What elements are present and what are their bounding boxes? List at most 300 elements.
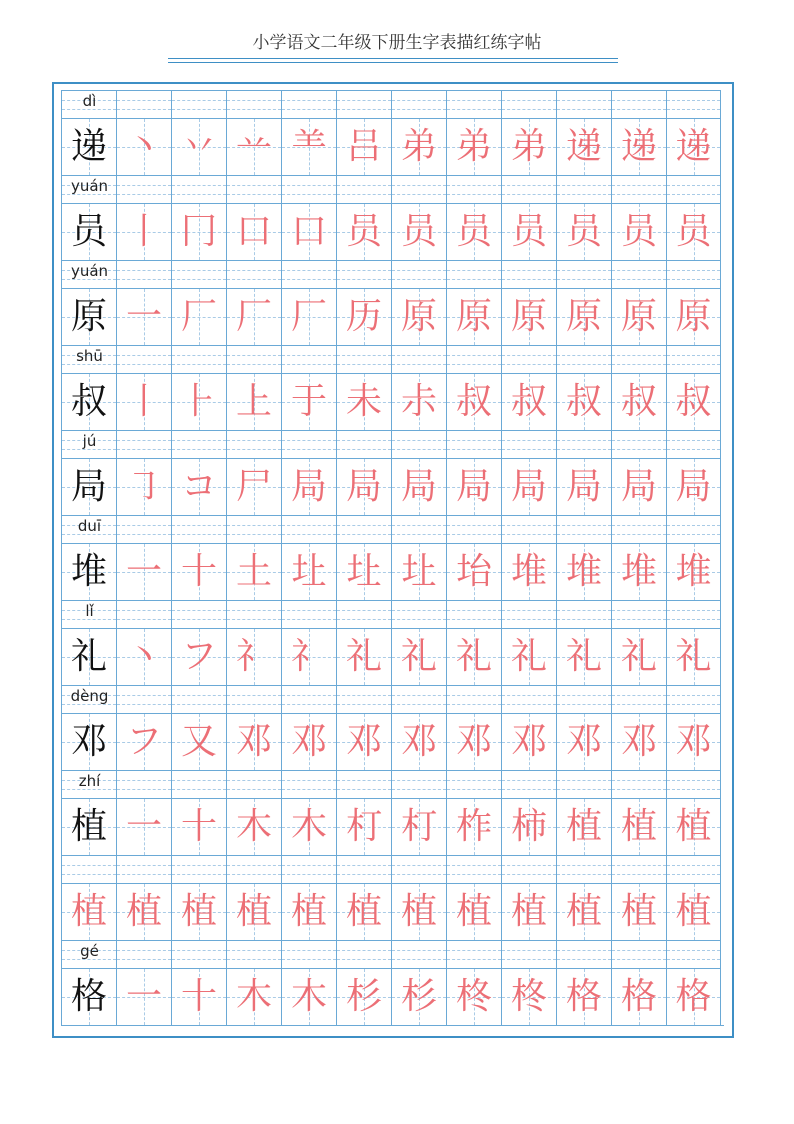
stroke-order-step: フ bbox=[125, 721, 162, 762]
pinyin-cell bbox=[171, 770, 226, 798]
tian-grid-cell bbox=[556, 628, 611, 685]
stroke-order-step: 员 bbox=[675, 211, 712, 252]
pinyin-cell bbox=[666, 515, 721, 543]
stroke-order-step: 弟 bbox=[510, 126, 547, 167]
tian-grid-cell bbox=[336, 118, 391, 175]
stroke-order-step: 柊 bbox=[455, 976, 492, 1017]
pinyin-cell bbox=[501, 855, 556, 883]
pinyin-cell bbox=[501, 515, 556, 543]
pinyin-cell bbox=[501, 90, 556, 118]
tian-grid-cell bbox=[446, 288, 501, 345]
tian-grid-cell bbox=[556, 883, 611, 940]
stroke-order-step: 叔 bbox=[455, 381, 492, 422]
pinyin-cell bbox=[61, 175, 116, 203]
stroke-order-step: 尗 bbox=[400, 381, 437, 422]
stroke-order-step: 丷 bbox=[180, 126, 217, 167]
tian-grid-cell bbox=[556, 968, 611, 1025]
tian-grid-cell bbox=[611, 798, 666, 855]
pinyin-cell bbox=[61, 260, 116, 288]
pinyin-cell bbox=[446, 90, 501, 118]
pinyin-cell bbox=[171, 515, 226, 543]
stroke-order-step: 柞 bbox=[455, 806, 492, 847]
pinyin-cell bbox=[226, 515, 281, 543]
pinyin-label: dèng bbox=[70, 687, 109, 705]
pinyin-cell bbox=[336, 430, 391, 458]
pinyin-cell bbox=[391, 600, 446, 628]
pinyin-label: zhí bbox=[78, 772, 101, 790]
stroke-order-step: ⺊ bbox=[180, 381, 217, 422]
stroke-order-step: 员 bbox=[455, 211, 492, 252]
tian-grid-cell bbox=[556, 713, 611, 770]
tian-grid-cell bbox=[116, 883, 171, 940]
stroke-order-step: 礼 bbox=[400, 636, 437, 677]
stroke-order-step: 叔 bbox=[620, 381, 657, 422]
pinyin-cell bbox=[116, 90, 171, 118]
tian-grid-cell bbox=[116, 968, 171, 1025]
stroke-order-step: 员 bbox=[510, 211, 547, 252]
model-character: 原 bbox=[70, 296, 107, 337]
pinyin-cell bbox=[336, 175, 391, 203]
tian-grid-cell bbox=[501, 543, 556, 600]
pinyin-cell bbox=[281, 90, 336, 118]
tian-grid-cell bbox=[226, 968, 281, 1025]
pinyin-cell bbox=[171, 90, 226, 118]
stroke-order-step: 局 bbox=[400, 466, 437, 507]
stroke-order-step: 原 bbox=[620, 296, 657, 337]
pinyin-row bbox=[61, 175, 724, 203]
stroke-order-step: ㇆ bbox=[125, 466, 162, 507]
tian-grid-cell bbox=[281, 458, 336, 515]
trace-character: 植 bbox=[510, 891, 547, 932]
stroke-order-step: 原 bbox=[400, 296, 437, 337]
pinyin-cell bbox=[171, 430, 226, 458]
pinyin-cell bbox=[391, 515, 446, 543]
stroke-order-step: 礼 bbox=[565, 636, 602, 677]
tian-grid-cell bbox=[61, 373, 116, 430]
pinyin-cell bbox=[556, 90, 611, 118]
character-row bbox=[61, 288, 724, 345]
tian-grid-cell bbox=[61, 968, 116, 1025]
pinyin-cell bbox=[281, 175, 336, 203]
tian-grid-cell bbox=[226, 883, 281, 940]
trace-character: 植 bbox=[345, 891, 382, 932]
stroke-order-step: 十 bbox=[180, 976, 217, 1017]
trace-character: 植 bbox=[620, 891, 657, 932]
stroke-order-step: 厂 bbox=[290, 296, 327, 337]
pinyin-cell bbox=[501, 175, 556, 203]
tian-grid-cell bbox=[116, 628, 171, 685]
pinyin-cell bbox=[281, 685, 336, 713]
pinyin-cell bbox=[446, 770, 501, 798]
tian-grid-cell bbox=[446, 203, 501, 260]
pinyin-cell bbox=[611, 515, 666, 543]
tian-grid-cell bbox=[666, 288, 721, 345]
pinyin-cell bbox=[116, 685, 171, 713]
tian-grid-cell bbox=[281, 203, 336, 260]
stroke-order-step: 上 bbox=[235, 381, 272, 422]
tian-grid-cell bbox=[116, 288, 171, 345]
stroke-order-step: 䒑 bbox=[235, 126, 272, 167]
tian-grid-cell bbox=[611, 713, 666, 770]
stroke-order-step: 朾 bbox=[345, 806, 382, 847]
stroke-order-step: 十 bbox=[180, 551, 217, 592]
tian-grid-cell bbox=[171, 628, 226, 685]
tian-grid-cell bbox=[611, 968, 666, 1025]
stroke-order-step: 圵 bbox=[400, 551, 437, 592]
pinyin-cell bbox=[556, 515, 611, 543]
pinyin-cell bbox=[501, 600, 556, 628]
stroke-order-step: 礻 bbox=[235, 636, 272, 677]
pinyin-cell bbox=[391, 430, 446, 458]
stroke-order-step: 丨 bbox=[125, 211, 162, 252]
stroke-order-step: 冂 bbox=[180, 211, 217, 252]
title-underline-top bbox=[168, 58, 618, 59]
tian-grid-cell bbox=[281, 968, 336, 1025]
pinyin-cell bbox=[501, 260, 556, 288]
pinyin-cell bbox=[116, 770, 171, 798]
stroke-order-step: 堆 bbox=[510, 551, 547, 592]
pinyin-label: gé bbox=[80, 942, 99, 960]
pinyin-cell bbox=[116, 855, 171, 883]
tian-grid-cell bbox=[391, 628, 446, 685]
tian-grid-cell bbox=[446, 968, 501, 1025]
pinyin-cell bbox=[281, 855, 336, 883]
tian-grid-cell bbox=[556, 288, 611, 345]
tian-grid-cell bbox=[611, 288, 666, 345]
stroke-order-step: 邓 bbox=[290, 721, 327, 762]
tian-grid-cell bbox=[666, 883, 721, 940]
tian-grid-cell bbox=[281, 118, 336, 175]
trace-character: 植 bbox=[125, 891, 162, 932]
stroke-order-step: 土 bbox=[235, 551, 272, 592]
pinyin-cell bbox=[61, 770, 116, 798]
tian-grid-cell bbox=[226, 288, 281, 345]
pinyin-cell bbox=[61, 855, 116, 883]
tian-grid-cell bbox=[391, 968, 446, 1025]
tian-grid-cell bbox=[61, 798, 116, 855]
pinyin-cell bbox=[666, 855, 721, 883]
pinyin-cell bbox=[666, 770, 721, 798]
stroke-order-step: 邓 bbox=[235, 721, 272, 762]
pinyin-cell bbox=[666, 345, 721, 373]
tian-grid-cell bbox=[556, 373, 611, 430]
tian-grid-cell bbox=[171, 543, 226, 600]
model-character: 邓 bbox=[70, 721, 107, 762]
stroke-order-step: 丶 bbox=[125, 126, 162, 167]
tian-grid-cell bbox=[556, 118, 611, 175]
trace-character: 植 bbox=[70, 891, 107, 932]
stroke-order-step: 厂 bbox=[235, 296, 272, 337]
pinyin-cell bbox=[61, 90, 116, 118]
trace-character: 植 bbox=[565, 891, 602, 932]
stroke-order-step: 递 bbox=[565, 126, 602, 167]
stroke-order-step: 局 bbox=[565, 466, 602, 507]
pinyin-cell bbox=[611, 600, 666, 628]
stroke-order-step: 叔 bbox=[675, 381, 712, 422]
tian-grid-cell bbox=[281, 798, 336, 855]
pinyin-cell bbox=[116, 260, 171, 288]
character-row bbox=[61, 798, 724, 855]
tian-grid-cell bbox=[171, 968, 226, 1025]
stroke-order-step: 格 bbox=[565, 976, 602, 1017]
tian-grid-cell bbox=[666, 373, 721, 430]
pinyin-cell bbox=[446, 940, 501, 968]
stroke-order-step: 圵 bbox=[290, 551, 327, 592]
pinyin-cell bbox=[171, 175, 226, 203]
tian-grid-cell bbox=[116, 118, 171, 175]
pinyin-cell bbox=[391, 260, 446, 288]
pinyin-cell bbox=[226, 430, 281, 458]
stroke-order-step: 柊 bbox=[510, 976, 547, 1017]
pinyin-row bbox=[61, 430, 724, 458]
pinyin-cell bbox=[336, 685, 391, 713]
stroke-order-step: 员 bbox=[620, 211, 657, 252]
tian-grid-cell bbox=[61, 713, 116, 770]
pinyin-cell bbox=[116, 430, 171, 458]
pinyin-cell bbox=[226, 940, 281, 968]
pinyin-cell bbox=[446, 430, 501, 458]
tian-grid-cell bbox=[391, 458, 446, 515]
stroke-order-step: 植 bbox=[675, 806, 712, 847]
tian-grid-cell bbox=[281, 543, 336, 600]
tian-grid-cell bbox=[281, 288, 336, 345]
stroke-order-step: 弟 bbox=[455, 126, 492, 167]
pinyin-row bbox=[61, 260, 724, 288]
pinyin-cell bbox=[116, 175, 171, 203]
pinyin-row bbox=[61, 345, 724, 373]
tian-grid-cell bbox=[501, 798, 556, 855]
tian-grid-cell bbox=[226, 203, 281, 260]
stroke-order-step: 原 bbox=[510, 296, 547, 337]
tian-grid-cell bbox=[171, 713, 226, 770]
pinyin-cell bbox=[336, 260, 391, 288]
tian-grid-cell bbox=[171, 798, 226, 855]
stroke-order-step: 杉 bbox=[345, 976, 382, 1017]
stroke-order-step: 员 bbox=[565, 211, 602, 252]
pinyin-cell bbox=[336, 940, 391, 968]
stroke-order-step: 木 bbox=[290, 976, 327, 1017]
pinyin-cell bbox=[226, 855, 281, 883]
stroke-order-step: 木 bbox=[235, 976, 272, 1017]
tian-grid-cell bbox=[336, 458, 391, 515]
pinyin-cell bbox=[501, 345, 556, 373]
tian-grid-cell bbox=[171, 288, 226, 345]
pinyin-cell bbox=[391, 685, 446, 713]
tian-grid-cell bbox=[336, 628, 391, 685]
stroke-order-step: 邓 bbox=[510, 721, 547, 762]
tian-grid-cell bbox=[556, 458, 611, 515]
stroke-order-step: 尸 bbox=[235, 466, 272, 507]
pinyin-label: duī bbox=[77, 517, 102, 535]
pinyin-cell bbox=[446, 345, 501, 373]
stroke-order-step: 吕 bbox=[345, 126, 382, 167]
pinyin-cell bbox=[336, 600, 391, 628]
pinyin-cell bbox=[391, 940, 446, 968]
pinyin-cell bbox=[611, 685, 666, 713]
tian-grid-cell bbox=[226, 118, 281, 175]
pinyin-cell bbox=[501, 770, 556, 798]
tian-grid-cell bbox=[501, 628, 556, 685]
pinyin-cell bbox=[611, 260, 666, 288]
stroke-order-step: フ bbox=[180, 636, 217, 677]
tian-grid-cell bbox=[446, 543, 501, 600]
stroke-order-step: 局 bbox=[510, 466, 547, 507]
character-row bbox=[61, 458, 724, 515]
tian-grid-cell bbox=[171, 458, 226, 515]
pinyin-cell bbox=[556, 855, 611, 883]
pinyin-cell bbox=[501, 430, 556, 458]
tian-grid-cell bbox=[611, 543, 666, 600]
pinyin-cell bbox=[501, 940, 556, 968]
stroke-order-step: 原 bbox=[455, 296, 492, 337]
pinyin-cell bbox=[281, 515, 336, 543]
pinyin-cell bbox=[171, 600, 226, 628]
stroke-order-step: 一 bbox=[125, 551, 162, 592]
tian-grid-cell bbox=[336, 883, 391, 940]
tian-grid-cell bbox=[391, 118, 446, 175]
pinyin-cell bbox=[556, 770, 611, 798]
tian-grid-cell bbox=[61, 543, 116, 600]
pinyin-cell bbox=[116, 600, 171, 628]
tian-grid-cell bbox=[666, 713, 721, 770]
pinyin-cell bbox=[336, 345, 391, 373]
stroke-order-step: 递 bbox=[620, 126, 657, 167]
tian-grid-cell bbox=[391, 798, 446, 855]
stroke-order-step: 堆 bbox=[565, 551, 602, 592]
stroke-order-step: 邓 bbox=[675, 721, 712, 762]
pinyin-cell bbox=[556, 175, 611, 203]
stroke-order-step: 历 bbox=[345, 296, 382, 337]
pinyin-cell bbox=[446, 515, 501, 543]
pinyin-cell bbox=[556, 430, 611, 458]
pinyin-cell bbox=[446, 685, 501, 713]
character-row bbox=[61, 883, 724, 940]
stroke-order-step: 叔 bbox=[510, 381, 547, 422]
stroke-order-step: ⺷ bbox=[290, 126, 327, 167]
pinyin-label: shū bbox=[76, 347, 103, 365]
tian-grid-cell bbox=[501, 373, 556, 430]
pinyin-row bbox=[61, 600, 724, 628]
trace-character: 植 bbox=[675, 891, 712, 932]
stroke-order-step: 员 bbox=[400, 211, 437, 252]
pinyin-cell bbox=[61, 345, 116, 373]
stroke-order-step: 木 bbox=[290, 806, 327, 847]
pinyin-cell bbox=[391, 855, 446, 883]
model-character: 局 bbox=[70, 466, 107, 507]
tian-grid-cell bbox=[61, 203, 116, 260]
pinyin-cell bbox=[611, 770, 666, 798]
tian-grid-cell bbox=[61, 288, 116, 345]
pinyin-cell bbox=[446, 855, 501, 883]
stroke-order-step: 丨 bbox=[125, 381, 162, 422]
pinyin-row bbox=[61, 515, 724, 543]
tian-grid-cell bbox=[281, 713, 336, 770]
pinyin-cell bbox=[61, 940, 116, 968]
tian-grid-cell bbox=[611, 118, 666, 175]
tian-grid-cell bbox=[226, 628, 281, 685]
practice-grid bbox=[61, 90, 724, 1026]
tian-grid-cell bbox=[336, 543, 391, 600]
character-row bbox=[61, 968, 724, 1025]
tian-grid-cell bbox=[116, 798, 171, 855]
stroke-order-step: 礼 bbox=[455, 636, 492, 677]
tian-grid-cell bbox=[336, 798, 391, 855]
stroke-order-step: 员 bbox=[345, 211, 382, 252]
tian-grid-cell bbox=[446, 373, 501, 430]
stroke-order-step: 丶 bbox=[125, 636, 162, 677]
tian-grid-cell bbox=[666, 628, 721, 685]
stroke-order-step: 堆 bbox=[620, 551, 657, 592]
tian-grid-cell bbox=[446, 713, 501, 770]
tian-grid-cell bbox=[61, 118, 116, 175]
pinyin-cell bbox=[61, 685, 116, 713]
tian-grid-cell bbox=[666, 203, 721, 260]
stroke-order-step: 局 bbox=[455, 466, 492, 507]
pinyin-cell bbox=[116, 345, 171, 373]
tian-grid-cell bbox=[391, 373, 446, 430]
pinyin-cell bbox=[226, 90, 281, 118]
stroke-order-step: 原 bbox=[675, 296, 712, 337]
tian-grid-cell bbox=[226, 373, 281, 430]
stroke-order-step: 原 bbox=[565, 296, 602, 337]
model-character: 递 bbox=[70, 126, 107, 167]
tian-grid-cell bbox=[501, 883, 556, 940]
stroke-order-step: コ bbox=[180, 466, 217, 507]
pinyin-cell bbox=[336, 855, 391, 883]
pinyin-cell bbox=[226, 260, 281, 288]
tian-grid-cell bbox=[61, 883, 116, 940]
stroke-order-step: 礼 bbox=[510, 636, 547, 677]
pinyin-cell bbox=[666, 175, 721, 203]
pinyin-cell bbox=[666, 260, 721, 288]
tian-grid-cell bbox=[336, 373, 391, 430]
title-underline-bottom bbox=[168, 62, 618, 63]
tian-grid-cell bbox=[281, 628, 336, 685]
tian-grid-cell bbox=[226, 543, 281, 600]
pinyin-cell bbox=[556, 600, 611, 628]
tian-grid-cell bbox=[446, 458, 501, 515]
stroke-order-step: 邓 bbox=[400, 721, 437, 762]
tian-grid-cell bbox=[666, 118, 721, 175]
stroke-order-step: 一 bbox=[125, 976, 162, 1017]
stroke-order-step: 堆 bbox=[675, 551, 712, 592]
stroke-order-step: 局 bbox=[675, 466, 712, 507]
pinyin-cell bbox=[666, 940, 721, 968]
tian-grid-cell bbox=[501, 458, 556, 515]
pinyin-cell bbox=[61, 515, 116, 543]
pinyin-cell bbox=[666, 600, 721, 628]
pinyin-cell bbox=[336, 515, 391, 543]
tian-grid-cell bbox=[171, 118, 226, 175]
tian-grid-cell bbox=[556, 543, 611, 600]
pinyin-cell bbox=[61, 600, 116, 628]
stroke-order-step: 又 bbox=[180, 721, 217, 762]
pinyin-cell bbox=[226, 685, 281, 713]
pinyin-row bbox=[61, 940, 724, 968]
pinyin-cell bbox=[116, 515, 171, 543]
tian-grid-cell bbox=[556, 798, 611, 855]
pinyin-cell bbox=[391, 770, 446, 798]
trace-character: 植 bbox=[455, 891, 492, 932]
pinyin-cell bbox=[666, 90, 721, 118]
tian-grid-cell bbox=[611, 628, 666, 685]
stroke-order-step: 未 bbox=[345, 381, 382, 422]
tian-grid-cell bbox=[611, 458, 666, 515]
pinyin-label: yuán bbox=[70, 262, 109, 280]
character-row bbox=[61, 713, 724, 770]
stroke-order-step: 坮 bbox=[455, 551, 492, 592]
pinyin-cell bbox=[446, 175, 501, 203]
